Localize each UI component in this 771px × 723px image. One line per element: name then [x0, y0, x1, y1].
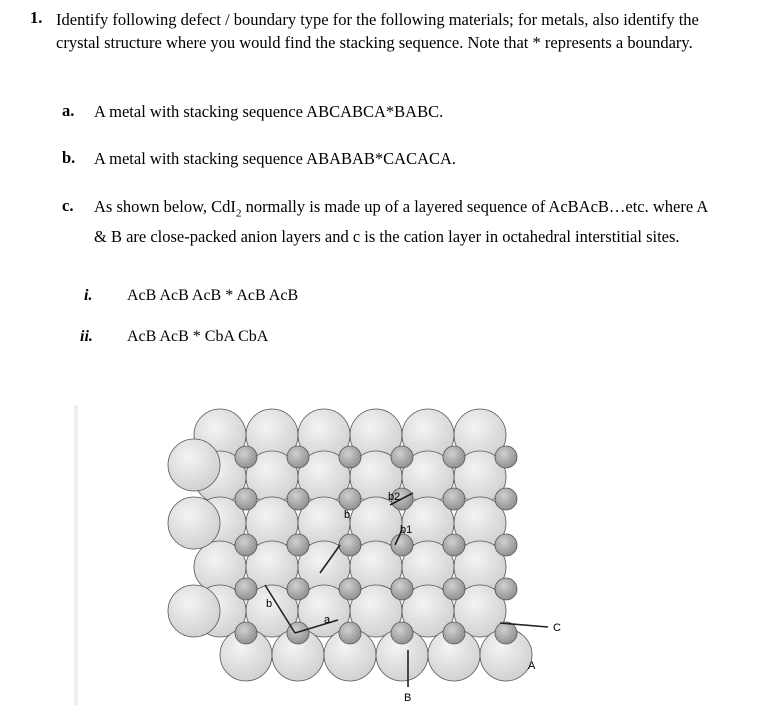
- subpart-i-sequence: AcB AcB AcB * AcB AcB: [127, 287, 299, 304]
- small-cation-sphere: [235, 534, 257, 556]
- small-cation-sphere: [235, 446, 257, 468]
- part-b-label: b.: [62, 148, 76, 167]
- small-cation-sphere: [443, 534, 465, 556]
- small-cation-sphere: [287, 578, 309, 600]
- small-cation-sphere: [287, 446, 309, 468]
- question-number: 1.: [30, 8, 43, 27]
- small-cation-sphere: [287, 488, 309, 510]
- part-c-label: c.: [62, 196, 74, 215]
- label-B: B: [404, 692, 412, 704]
- large-anion-sphere: [168, 497, 220, 549]
- small-cation-sphere: [443, 488, 465, 510]
- label-c: C: [553, 622, 561, 634]
- subpart-ii-label: ii.: [80, 328, 93, 345]
- small-cation-sphere: [495, 446, 517, 468]
- small-cation-sphere: [339, 488, 361, 510]
- label-A: A: [528, 660, 536, 672]
- small-cation-sphere: [235, 488, 257, 510]
- label-b-lower: b: [266, 598, 273, 610]
- cdi2-sphere-packing-figure: [70, 405, 590, 715]
- small-cation-sphere: [495, 578, 517, 600]
- small-cation-sphere: [235, 578, 257, 600]
- small-cation-sphere: [391, 446, 413, 468]
- large-anion-sphere: [168, 439, 220, 491]
- small-cation-sphere: [495, 534, 517, 556]
- subpart-ii-sequence: AcB AcB * CbA CbA: [127, 328, 269, 345]
- small-cation-sphere: [339, 622, 361, 644]
- part-a-text: A metal with stacking sequence ABCABCA*BABC.: [94, 102, 444, 121]
- question-text: Identify following defect / boundary type for the following materials; for metals, also identify the crystal structure where you would find the stacking sequence. Note that * represents a boundary.: [56, 10, 699, 52]
- label-b2: b2: [388, 491, 401, 503]
- small-cation-sphere: [443, 622, 465, 644]
- scan-edge-bar: [74, 405, 78, 705]
- small-cation-sphere: [443, 578, 465, 600]
- small-cation-sphere: [287, 534, 309, 556]
- small-cation-sphere: [235, 622, 257, 644]
- small-cation-sphere: [495, 488, 517, 510]
- sphere-layers: [168, 409, 532, 681]
- part-c-text: As shown below, CdI$_2$ normally is made up of a layered sequence of AcBAcB…etc. where A & B are close-packed anion layers and c is the cation layer in octahedral interstitial sites.: [94, 197, 708, 247]
- small-cation-sphere: [339, 578, 361, 600]
- small-cation-sphere: [391, 578, 413, 600]
- label-b-upper: b: [344, 509, 351, 521]
- subpart-i-label: i.: [84, 287, 93, 304]
- small-cation-sphere: [443, 446, 465, 468]
- small-cation-sphere: [339, 446, 361, 468]
- label-a: a: [324, 614, 331, 626]
- label-b1: b1: [400, 524, 413, 536]
- large-anion-sphere: [168, 585, 220, 637]
- small-cation-sphere: [495, 622, 517, 644]
- small-cation-sphere: [391, 622, 413, 644]
- part-a-label: a.: [62, 101, 75, 120]
- small-cation-sphere: [391, 534, 413, 556]
- part-b-text: A metal with stacking sequence ABABAB*CACACA.: [94, 149, 457, 168]
- small-cation-sphere: [339, 534, 361, 556]
